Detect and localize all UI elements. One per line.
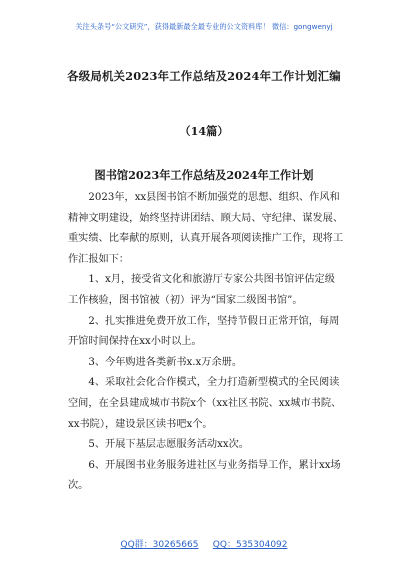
footer-contact: [0, 537, 408, 550]
section-title: 图书馆2023年工作总结及2024年工作计划: [94, 168, 314, 182]
intro-paragraph: 2023年，xx县图书馆不断加强党的思想、组织、作风和精神文明建设，始终坚持讲团结、顾大局、守纪律、谋发展、重实绩、比奉献的原则，认真开展各项阅读推广工作，现将工作汇报如下：: [68, 192, 344, 265]
list-item: 3、今年购进各类新书x.x万余册。: [88, 356, 243, 368]
header-promo-note: 关注头条号“公文研究”，获得最新最全最专业的公文资料库！ 微信：gongwenyj: [75, 22, 333, 31]
list-item: 1、x月，接受省文化和旅游厅专家公共图书馆评估定级工作核验，图书馆被（初）评为“国家二级图书馆”。: [68, 274, 335, 306]
list-item: 5、开展下基层志愿服务活动xx次。: [88, 439, 249, 451]
list-item: 6、开展图书业务服务进社区与业务指导工作，累计xx场次。: [68, 459, 341, 492]
document-title: 各级局机关2023年工作总结及2024年工作计划汇编: [67, 69, 341, 83]
list-item: 2、扎实推进免费开放工作，坚持节假日正常开馆，每周开馆时间保持在xx小时以上。: [68, 315, 340, 348]
qq-group-text: QQ群：30265665: [120, 540, 199, 550]
document-body: [68, 188, 345, 497]
document-subtitle: （14篇）: [179, 124, 229, 138]
list-item: 4、采取社会化合作模式，全力打造新型模式的全民阅读空间，在全县建成城市书院x个（xx社区书院、xx城市书院、xx书院），建设景区读书吧x个。: [68, 377, 342, 430]
qq-text: QQ：535304092: [212, 540, 288, 550]
